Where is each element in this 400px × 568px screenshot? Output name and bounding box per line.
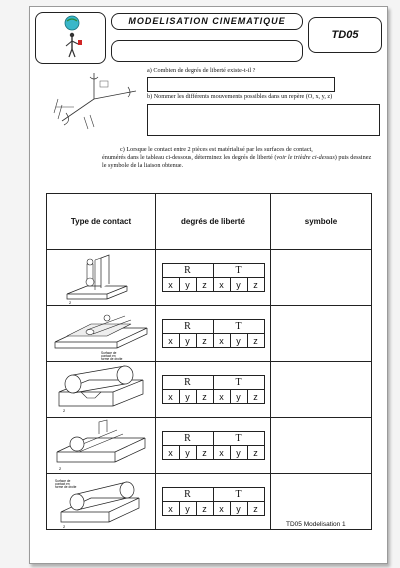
logo-figure-icon <box>36 13 105 63</box>
contact-drawing-cell <box>47 474 156 530</box>
dof-rx[interactable]: x <box>162 278 179 292</box>
dof-tx[interactable]: x <box>213 390 230 404</box>
page-footer: TD05 Modelisation 1 <box>286 521 346 528</box>
question-c-end: ) puis dessinez le symbole de la liaison obtenue. <box>102 154 372 169</box>
dof-rx[interactable]: x <box>162 390 179 404</box>
dof-ry[interactable]: y <box>179 278 196 292</box>
dof-tz[interactable]: z <box>247 502 264 516</box>
contact-table <box>46 193 372 530</box>
dof-rz[interactable]: z <box>196 334 213 348</box>
dof-cell <box>156 250 271 306</box>
dof-rotation-header: R <box>162 376 213 390</box>
svg-text:2: 2 <box>63 524 66 529</box>
dof-grid <box>162 319 265 348</box>
dof-rz[interactable]: z <box>196 390 213 404</box>
dof-ry[interactable]: y <box>179 502 196 516</box>
title-box <box>111 13 303 30</box>
dof-rz[interactable]: z <box>196 502 213 516</box>
svg-text:2: 2 <box>59 466 62 471</box>
table-row <box>47 306 372 362</box>
contact-drawing-cell <box>47 418 156 474</box>
dof-rx[interactable]: x <box>162 502 179 516</box>
dof-tx[interactable]: x <box>213 334 230 348</box>
dof-tx[interactable]: x <box>213 446 230 460</box>
question-c-line1: c) Lorsque le contact entre 2 pièces est matérialisé par les surfaces de contact, <box>120 146 313 153</box>
dof-ty[interactable]: y <box>230 334 247 348</box>
dof-rz[interactable]: z <box>196 446 213 460</box>
dof-ry[interactable]: y <box>179 334 196 348</box>
document-page <box>29 6 388 564</box>
answer-a-field[interactable] <box>147 77 335 92</box>
dof-translation-header: T <box>213 320 264 334</box>
td-code-box <box>308 17 382 53</box>
question-b: b) Nommer les différents mouvements possibles dans un repère (O, x, y, z) <box>147 93 333 100</box>
answer-b-field[interactable] <box>147 104 380 136</box>
dof-translation-header: T <box>213 376 264 390</box>
dof-rotation-header: R <box>162 320 213 334</box>
svg-text:forme de droite: forme de droite <box>55 485 77 489</box>
svg-text:contact en: contact en <box>55 482 70 486</box>
ball-on-plane-drawing <box>47 250 155 305</box>
cylinder-in-vee-drawing <box>47 474 155 529</box>
dof-ry[interactable]: y <box>179 446 196 460</box>
header-symbol: symbole <box>271 194 372 250</box>
logo-frame <box>35 12 106 64</box>
svg-text:Surface de: Surface de <box>55 479 71 483</box>
cylinder-on-plane-drawing <box>47 306 155 361</box>
contact-drawing-cell <box>47 362 156 418</box>
dof-ty[interactable]: y <box>230 390 247 404</box>
page-title: MODELISATION CINEMATIQUE <box>128 16 286 26</box>
dof-tz[interactable]: z <box>247 446 264 460</box>
dof-cell <box>156 306 271 362</box>
dof-ty[interactable]: y <box>230 278 247 292</box>
reference-triad-icon <box>44 69 144 139</box>
symbol-cell[interactable] <box>271 418 372 474</box>
subtitle-box <box>111 40 303 62</box>
svg-text:2: 2 <box>69 300 72 305</box>
cylinder-in-groove-drawing <box>47 362 155 417</box>
dof-rx[interactable]: x <box>162 334 179 348</box>
dof-ry[interactable]: y <box>179 390 196 404</box>
symbol-cell[interactable] <box>271 250 372 306</box>
ball-in-groove-drawing <box>47 418 155 473</box>
dof-cell <box>156 418 271 474</box>
dof-rotation-header: R <box>162 488 213 502</box>
dof-tz[interactable]: z <box>247 278 264 292</box>
symbol-cell[interactable] <box>271 306 372 362</box>
dof-translation-header: T <box>213 264 264 278</box>
dof-grid <box>162 431 265 460</box>
dof-rx[interactable]: x <box>162 446 179 460</box>
dof-tx[interactable]: x <box>213 502 230 516</box>
dof-ty[interactable]: y <box>230 502 247 516</box>
dof-rz[interactable]: z <box>196 278 213 292</box>
question-a: a) Combien de degrés de liberté existe-t-il ? <box>147 67 256 74</box>
contact-drawing-cell <box>47 250 156 306</box>
svg-text:Surface de: Surface de <box>101 351 117 355</box>
table-row <box>47 250 372 306</box>
symbol-cell[interactable] <box>271 362 372 418</box>
td-code: TD05 <box>331 29 359 41</box>
question-c-text: énumérés dans le tableau ci-dessous, déterminez les degrés de liberté ( <box>102 154 277 161</box>
dof-cell <box>156 474 271 530</box>
header-dof: degrés de liberté <box>156 194 271 250</box>
dof-translation-header: T <box>213 432 264 446</box>
table-header-row <box>47 194 372 250</box>
svg-text:forme de droite: forme de droite <box>101 357 123 361</box>
dof-translation-header: T <box>213 488 264 502</box>
header-contact-type: Type de contact <box>47 194 156 250</box>
dof-ty[interactable]: y <box>230 446 247 460</box>
dof-grid <box>162 263 265 292</box>
dof-grid <box>162 375 265 404</box>
dof-rotation-header: R <box>162 264 213 278</box>
dof-grid <box>162 487 265 516</box>
contact-drawing-cell <box>47 306 156 362</box>
dof-rotation-header: R <box>162 432 213 446</box>
svg-text:2: 2 <box>63 408 66 413</box>
question-c-italic: voir le trièdre ci-dessus <box>276 154 335 161</box>
question-c <box>102 146 374 170</box>
svg-text:contact en: contact en <box>101 354 116 358</box>
dof-cell <box>156 362 271 418</box>
table-row <box>47 418 372 474</box>
dof-tz[interactable]: z <box>247 390 264 404</box>
table-row <box>47 362 372 418</box>
question-c-line2 <box>102 154 374 170</box>
dof-tz[interactable]: z <box>247 334 264 348</box>
dof-tx[interactable]: x <box>213 278 230 292</box>
